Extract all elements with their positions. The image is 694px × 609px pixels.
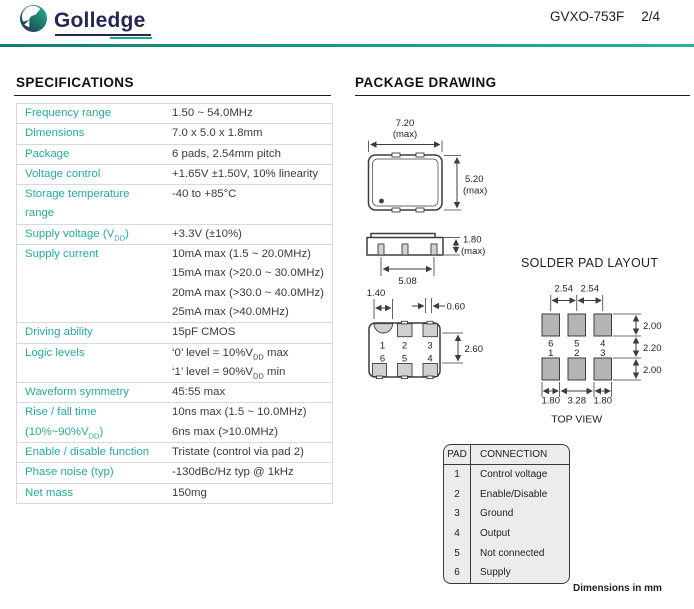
pad-number: 4	[444, 524, 471, 544]
header-rule	[0, 44, 694, 47]
sideview-height-max: (max)	[461, 246, 486, 257]
spec-row-label: Dimensions	[25, 127, 85, 140]
topview-height-label: 5.20	[465, 174, 484, 185]
solder-span-mid: 3.28	[567, 395, 586, 407]
solder-pad-3: 3	[600, 348, 606, 359]
spec-row	[17, 323, 332, 343]
spec-row-value: 10mA max (1.5 ~ 20.0MHz) 15mA max (>20.0 ~ 30.0MHz) 20mA max (>30.0 ~ 40.0MHz) 25mA max (>40.0MHz)	[172, 248, 324, 318]
pad-number: 6	[444, 563, 471, 583]
spec-row	[17, 145, 332, 165]
spec-row	[17, 124, 332, 144]
solder-layout-title: SOLDER PAD LAYOUT	[521, 256, 659, 270]
spec-row	[17, 484, 332, 503]
specifications-title: SPECIFICATIONS	[16, 75, 134, 90]
pad-table-header-pad: PAD	[444, 445, 471, 464]
pad-number: 1	[444, 465, 471, 485]
pad-connection: Supply	[480, 567, 511, 579]
spec-row	[17, 185, 332, 225]
solder-layout-caption: TOP VIEW	[551, 413, 603, 426]
solder-pitch-left: 2.54	[554, 283, 573, 295]
spec-row	[17, 403, 332, 443]
spec-row-label: Rise / fall time $(10\%\sim 90\%V_{DD})$	[25, 406, 104, 441]
spec-row-label: Package	[25, 147, 70, 160]
spec-row-label: Logic levels	[25, 346, 85, 359]
spec-row-label: Phase noise (typ)	[25, 466, 114, 479]
solder-pad-layout	[521, 256, 662, 426]
spec-row-value: 10ns max (1.5 ~ 10.0MHz) 6ns max (>10.0MHz)	[172, 406, 307, 438]
solder-pad-4: 4	[600, 338, 606, 350]
specifications-table	[16, 103, 333, 504]
spec-row	[17, 463, 332, 483]
spec-row-value: Tristate (control via pad 2)	[172, 446, 304, 459]
spec-row-value: 1.50 ~ 54.0MHz	[172, 107, 253, 119]
pad-connection: Control voltage	[480, 469, 548, 481]
solder-pitch-right: 2.54	[580, 283, 599, 295]
pad-number: 3	[444, 504, 471, 524]
bottomview-pad-6: 6	[379, 353, 386, 365]
spec-row-value: 15pF CMOS	[172, 326, 236, 339]
pad-connection: Not connected	[480, 547, 545, 559]
spec-row-label: Net mass	[25, 486, 74, 499]
package-drawing-rule	[355, 95, 690, 97]
solder-pad-height-bottom: 2.00	[643, 365, 662, 376]
spec-row-label: Driving ability	[25, 326, 93, 339]
spec-row-value: +1.65V ±1.50V, 10% linearity	[172, 167, 319, 180]
solder-pad-1: 1	[548, 348, 554, 359]
solder-span-right: 1.80	[593, 395, 612, 407]
spec-row-label: Enable / disable function	[25, 446, 150, 459]
spec-row-value: -40 to +85°C	[172, 188, 237, 201]
package-drawing	[350, 100, 694, 440]
pad-table-body	[444, 465, 569, 583]
spec-row-label: Supply voltage $(V_{DD})$	[25, 227, 129, 243]
spec-row-label: Storage temperature range	[25, 188, 130, 220]
pad-table-row	[444, 563, 569, 583]
spec-row-value: ‘0’ level = $10\%V_{DD}$ max ‘1’ level = $90\%V_{DD}$ min	[172, 346, 289, 381]
solder-pad-6: 6	[548, 338, 554, 350]
spec-row	[17, 344, 332, 384]
bottomview-row-spacing: 2.60	[464, 344, 483, 355]
pad-connection: Ground	[480, 508, 514, 520]
bottomview-pad-1: 1	[379, 340, 386, 352]
spec-row	[17, 443, 332, 463]
bottomview-pad-5: 5	[401, 353, 408, 365]
sideview-pitch-label: 5.08	[398, 276, 417, 287]
dimensions-note: Dimensions in mm	[573, 583, 662, 594]
spec-row-value: 7.0 x 5.0 x 1.8mm	[172, 127, 263, 140]
spec-row-value: 6 pads, 2.54mm pitch	[172, 147, 281, 160]
bottomview-pad1-width: 1.40	[366, 288, 386, 299]
pad-number: 2	[444, 485, 471, 505]
package-drawing-title: PACKAGE DRAWING	[355, 75, 497, 90]
spec-row-value: -130dBc/Hz typ @ 1kHz	[172, 466, 294, 479]
spec-row	[17, 225, 332, 245]
pad-table-row	[444, 485, 569, 505]
sideview-height-label: 1.80	[463, 234, 482, 246]
pad-connection: Output	[480, 528, 511, 540]
golledge-logo-icon	[20, 5, 47, 32]
solder-pad-2: 2	[574, 348, 580, 359]
spec-row-label: Waveform symmetry	[25, 386, 129, 399]
spec-row-label: Voltage control	[25, 167, 101, 180]
solder-pad-height-top: 2.00	[643, 321, 662, 332]
package-side-view	[367, 234, 485, 288]
pad-number: 5	[444, 543, 471, 563]
page-indicator: 2/4	[641, 9, 661, 24]
spec-row	[17, 104, 332, 124]
pad-table-row	[444, 543, 569, 563]
spec-row	[17, 245, 332, 323]
topview-width-label: 7.20	[395, 118, 415, 129]
topview-width-max: (max)	[392, 129, 418, 140]
document-reference	[550, 9, 660, 24]
bottomview-pad-3: 3	[427, 340, 433, 352]
bottomview-pad-2: 2	[401, 340, 408, 352]
product-code: GVXO-753F	[550, 9, 625, 24]
pad-table-row	[444, 524, 569, 544]
spec-row-value: 150mg	[172, 486, 207, 499]
pad-connection-table	[443, 444, 570, 584]
bottomview-pad-4: 4	[427, 353, 433, 365]
solder-span-left: 1.80	[541, 395, 560, 407]
solder-row-gap: 2.20	[643, 343, 662, 354]
spec-row-label: Frequency range	[25, 107, 112, 119]
spec-row-value: +3.3V (±10%)	[172, 227, 242, 240]
topview-height-max: (max)	[463, 185, 488, 197]
pad-table-row	[444, 465, 569, 485]
brand-wordmark: Golledge	[54, 9, 146, 32]
spec-row-value: 45:55 max	[172, 386, 226, 399]
pad-connection: Enable/Disable	[480, 488, 548, 500]
package-bottom-view	[367, 288, 483, 379]
pad-table-header	[444, 445, 569, 465]
solder-pad-5: 5	[574, 338, 580, 350]
package-top-view	[369, 118, 488, 212]
pad-table-row	[444, 504, 569, 524]
bottomview-castellation-width: 0.60	[446, 301, 465, 313]
spec-row-label: Supply current	[25, 248, 99, 261]
spec-row	[17, 165, 332, 185]
pad-table-header-connection: CONNECTION	[480, 449, 548, 460]
wordmark-underline-accent	[110, 37, 152, 39]
wordmark-underline	[55, 34, 151, 36]
specifications-rule	[14, 95, 331, 97]
spec-row	[17, 383, 332, 403]
pin1-marker-dot	[379, 199, 384, 204]
